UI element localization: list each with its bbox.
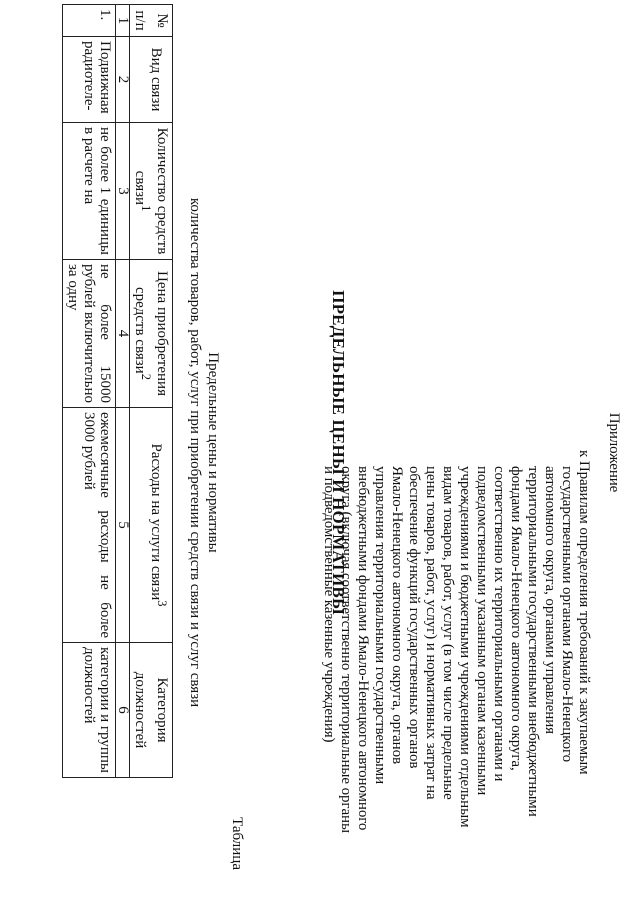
table-title-line: количества товаров, работ, услуг при приобретении средств связи и услуг связи xyxy=(187,197,203,708)
appendix-header-line: автономного округа, органами управления xyxy=(542,466,558,734)
column-number: 4 xyxy=(116,260,130,408)
appendix-header-line: обеспечение функций государственных органов xyxy=(406,466,422,769)
appendix-header-line: управления территориальными государственными xyxy=(372,466,388,785)
column-header-price: Цена приобретения средств связи$^2$ xyxy=(130,260,173,408)
column-number: 3 xyxy=(116,123,130,260)
table-cell: категории и группы должностей xyxy=(63,643,116,778)
column-number: 1 xyxy=(116,5,130,37)
appendix-header-line: видам товаров, работ, услуг (в том числе предельные xyxy=(440,466,456,800)
appendix-header-line: подведомственными указанным органам казенными xyxy=(474,466,490,796)
table-title xyxy=(186,0,222,905)
table-label: Таблица xyxy=(229,817,245,870)
appendix-header-line: к Правилам определения требований к закупаемым xyxy=(576,450,592,775)
column-header-quantity: Количество средств связи$^1$ xyxy=(130,123,173,260)
appendix-header-line: и подведомственные казенные учреждения) xyxy=(321,466,337,743)
appendix-header-line: округа (включая соответственно территориальные органы xyxy=(338,466,354,833)
appendix-label: Приложение xyxy=(606,412,622,493)
appendix-header-line: территориальными государственными внебюджетными xyxy=(525,466,541,817)
document-title: ПРЕДЕЛЬНЫЕ ЦЕНЫ И НОРМАТИВЫ xyxy=(329,290,348,615)
column-header-expenses: Расходы на услуги связи$^3$ xyxy=(130,408,173,643)
table-row xyxy=(63,5,116,778)
table-cell: не более 1 единицы в расчете на xyxy=(63,123,116,260)
table-cell: Подвижная радиотеле- xyxy=(63,37,116,123)
appendix-header-line: цены товаров, работ, услуг) и нормативных затрат на xyxy=(423,466,439,800)
table-cell: ежемесячные расходы не более 3000 рублей xyxy=(63,408,116,643)
column-header-type: Вид связи xyxy=(130,37,173,123)
column-number: 5 xyxy=(116,408,130,643)
appendix-header-line: государственными органами Ямало-Ненецкого xyxy=(559,466,575,763)
table-header-row xyxy=(130,5,173,778)
column-header-number: № п/п xyxy=(130,5,173,37)
appendix-header-line: соответственно их территориальными органами и xyxy=(491,466,507,782)
column-header-category: Категория должностей xyxy=(130,643,173,778)
appendix-header-line: учреждениями и бюджетными учреждениями отдельным xyxy=(457,466,473,828)
appendix-header-line: Ямало-Ненецкого автономного округа, органов xyxy=(389,466,405,764)
appendix-header-line: фондами Ямало-Ненецкого автономного округа, xyxy=(508,466,524,771)
table-cell: не более 15000 рублей включительно за одну xyxy=(63,260,116,408)
prices-table xyxy=(62,4,173,778)
column-number: 6 xyxy=(116,643,130,778)
table-cell: 1. xyxy=(63,5,116,37)
column-number: 2 xyxy=(116,37,130,123)
column-number-row xyxy=(116,5,130,778)
table-title-line: Предельные цены и нормативы xyxy=(205,352,221,553)
appendix-header-line: внебюджетными фондами Ямало-Ненецкого автономного xyxy=(355,466,371,831)
